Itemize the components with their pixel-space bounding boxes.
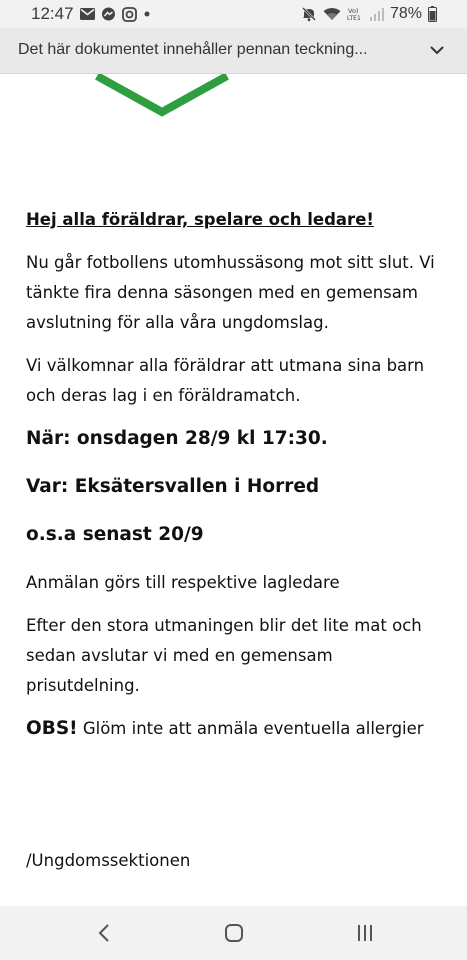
recent-apps-icon[interactable] [352, 920, 378, 946]
mail-icon [80, 8, 95, 20]
obs-note [26, 714, 446, 744]
event-when: När: onsdagen 28/9 kl 17:30. [26, 428, 328, 449]
document-banner[interactable] [0, 28, 467, 74]
notification-icons [80, 6, 151, 22]
navigation-bar [0, 906, 467, 960]
svg-text:Vo): Vo) [347, 7, 359, 15]
green-chevron-logo [95, 74, 235, 118]
system-icons [301, 4, 437, 24]
battery-percentage: 78% [389, 5, 422, 22]
obs-label: OBS! [26, 718, 78, 739]
status-bar [0, 0, 467, 28]
messenger-icon [101, 7, 116, 22]
letter-body [26, 205, 446, 744]
wifi-icon [323, 7, 341, 21]
signal-icon [370, 7, 384, 21]
letter-paragraph-after: Efter den stora utmaningen blir det lite mat och sedan avslutar vi med en gemensam prisutdelning. [26, 616, 422, 695]
home-icon[interactable] [221, 920, 247, 946]
letter-greeting: Hej alla föräldrar, spelare och ledare! [26, 210, 374, 229]
battery-icon [428, 6, 437, 22]
letter-signature: /Ungdomssektionen [26, 851, 191, 870]
svg-text:LTE1: LTE1 [346, 15, 361, 21]
chevron-down-icon[interactable] [429, 42, 445, 58]
event-where: Var: Eksätersvallen i Horred [26, 476, 320, 497]
dot-icon [143, 10, 151, 18]
letter-paragraph-invite: Vi välkomnar alla föräldrar att utmana sina barn och deras lag i en föräldramatch. [26, 356, 425, 405]
volte-icon [347, 7, 364, 21]
mute-icon [301, 6, 317, 22]
letter-paragraph-intro: Nu går fotbollens utomhussäsong mot sitt slut. Vi tänkte fira denna säsongen med en gemensam avslutning för alla våra ungdomslag. [26, 253, 435, 332]
instagram-icon [122, 7, 137, 22]
obs-text: Glöm inte att anmäla eventuella allergier [77, 719, 424, 738]
status-time: 12:47 [31, 4, 74, 23]
document-banner-text: Det här dokumentet innehåller pennan teckning... [18, 41, 368, 58]
event-rsvp: o.s.a senast 20/9 [26, 524, 204, 545]
signup-note: Anmälan görs till respektive lagledare [26, 573, 340, 592]
back-icon[interactable] [92, 920, 118, 946]
